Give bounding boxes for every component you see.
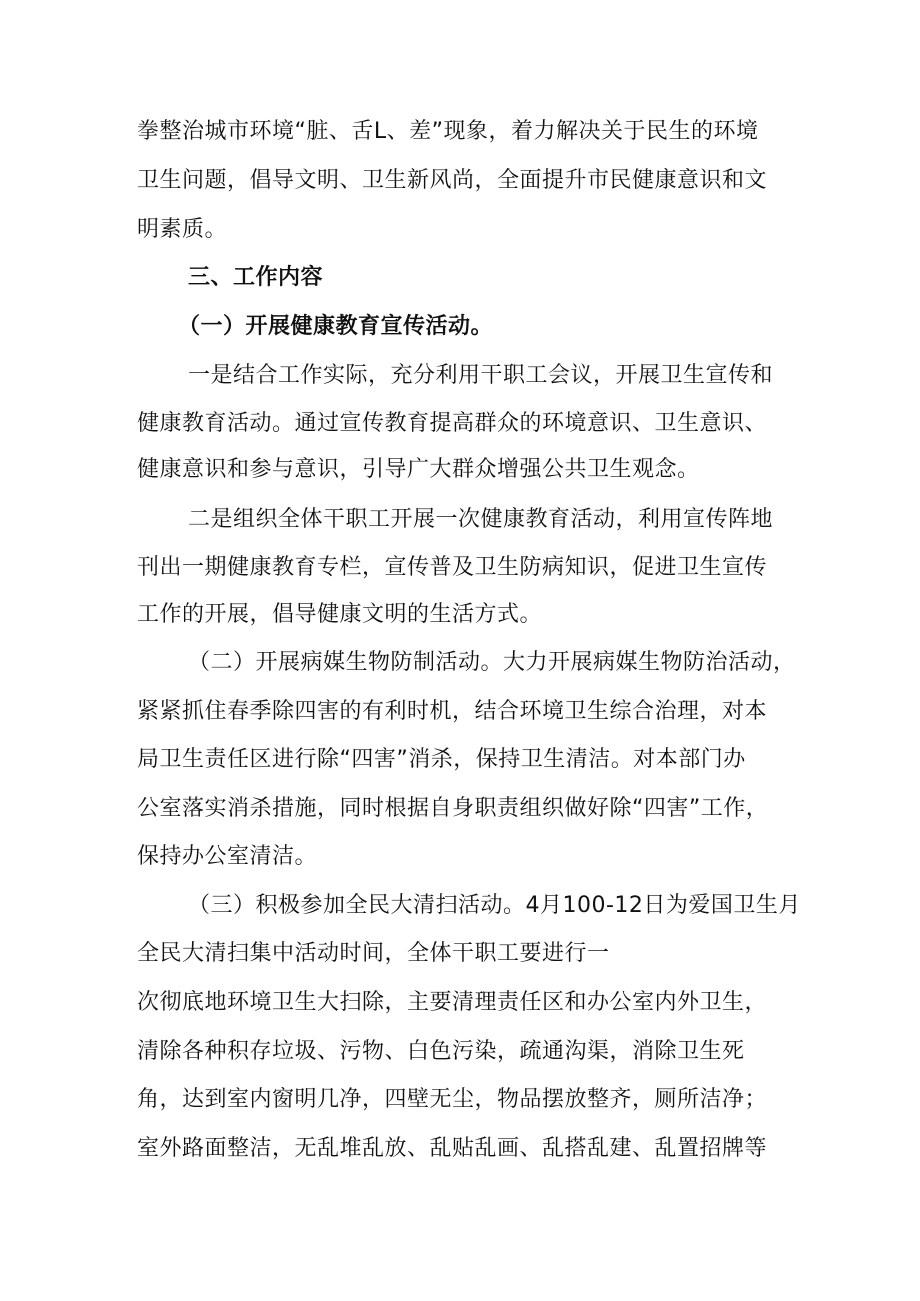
body-line: 紧紧抓住春季除四害的有利时机，结合环境卫生综合治理，对本: [137, 699, 768, 724]
body-line: 全民大清扫集中活动时间，全体干职工要进行一: [137, 941, 610, 966]
section-heading: 三、工作内容: [188, 265, 324, 290]
body-line: 清除各种积存垃圾、污物、白色污染，疏通沟渠，消除卫生死: [137, 1039, 745, 1064]
body-line: 明素质。: [137, 217, 228, 242]
body-line: 工作的开展，倡导健康文明的生活方式。: [137, 602, 543, 627]
subsection-paragraph-first-line: （二）开展病媒生物防制活动。大力开展病媒生物防治活动，: [188, 650, 796, 675]
subsection-heading: （一）开展健康教育宣传活动。: [178, 314, 494, 339]
subsection-paragraph-first-line: （三）积极参加全民大清扫活动。4月100-12日为爱国卫生月: [188, 893, 801, 918]
body-line: 角，达到室内窗明几净，四壁无尘，物品摆放整齐，厕所洁净；: [137, 1087, 768, 1112]
body-line: 卫生问题，倡导文明、卫生新风尚，全面提升市民健康意识和文: [137, 168, 768, 193]
paragraph-first-line: 一是结合工作实际，充分利用干职工会议，开展卫生宣传和: [188, 363, 774, 388]
body-line: 局卫生责任区进行除“四害”消杀，保持卫生清洁。对本部门办: [137, 747, 746, 772]
body-line: 健康教育活动。通过宣传教育提高群众的环境意识、卫生意识、: [137, 411, 768, 436]
body-line: 健康意识和参与意识，引导广大群众增强公共卫生观念。: [137, 457, 700, 482]
body-line: 公室落实消杀措施，同时根据自身职责组织做好除“四害”工作，: [137, 796, 769, 821]
body-line: 保持办公室清洁。: [137, 844, 318, 869]
paragraph-first-line: 二是组织全体干职工开展一次健康教育活动，利用宣传阵地: [188, 507, 774, 532]
body-line: 刊出一期健康教育专栏，宣传普及卫生防病知识，促进卫生宣传: [137, 555, 768, 580]
body-line: 拳整治城市环境“脏、舌L、差”现象，着力解决关于民生的环境: [137, 119, 759, 144]
body-line: 次彻底地环境卫生大扫除，主要清理责任区和办公室内外卫生，: [137, 990, 768, 1015]
body-line: 室外路面整洁，无乱堆乱放、乱贴乱画、乱搭乱建、乱置招牌等: [137, 1136, 768, 1161]
